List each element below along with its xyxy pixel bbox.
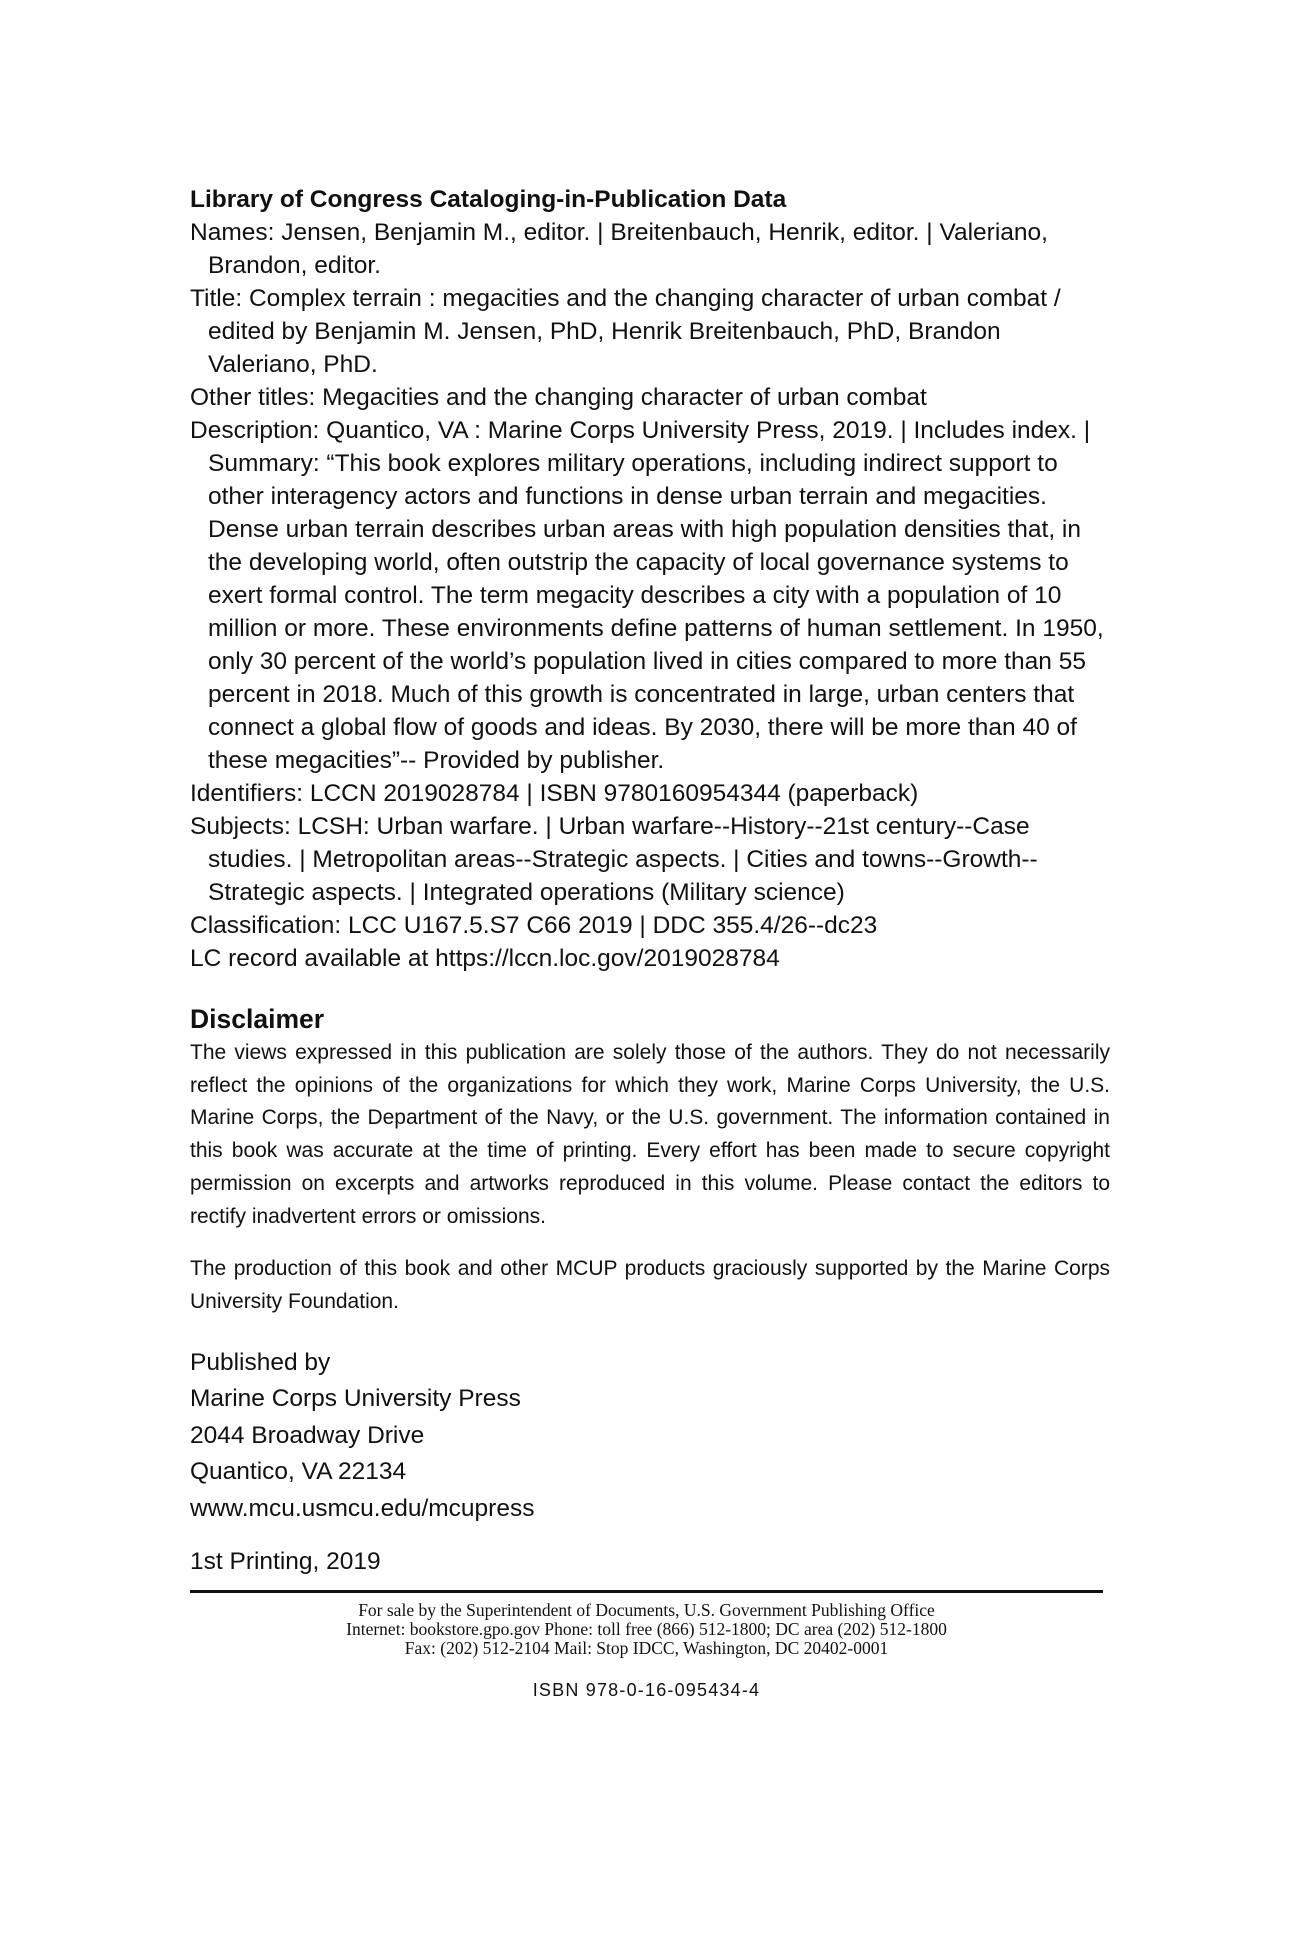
publisher-label: Published by bbox=[190, 1348, 331, 1376]
publisher-street: 2044 Broadway Drive bbox=[190, 1421, 425, 1449]
publisher-block bbox=[190, 1345, 1110, 1528]
isbn: ISBN 978-0-16-095434-4 bbox=[532, 1680, 761, 1701]
gpo-line: Fax: (202) 512-2104 Mail: Stop IDCC, Washington, DC 20402-0001 bbox=[404, 1638, 889, 1659]
cip-lc-record: LC record available at https://lccn.loc.gov/2019028784 bbox=[190, 945, 780, 972]
gpo-line: Internet: bookstore.gpo.gov Phone: toll free (866) 512-1800; DC area (202) 512-1800 bbox=[346, 1619, 947, 1640]
copyright-page bbox=[190, 183, 1110, 1701]
disclaimer-heading: Disclaimer bbox=[190, 1004, 325, 1034]
publisher-name: Marine Corps University Press bbox=[190, 1385, 521, 1413]
cip-title: Title: Complex terrain : megacities and the changing character of urban combat / edited by Benjamin M. Jensen, PhD, Henrik Breitenbauch, PhD, Brandon Valeriano, PhD. bbox=[190, 285, 1061, 378]
cip-subjects: Subjects: LCSH: Urban warfare. | Urban warfare--History--21st century--Case studies. | Metropolitan areas--Strategic aspects. | Cities and towns--Growth--Strategic aspects. | Integrated operations (Military science) bbox=[190, 813, 1038, 906]
printing-info: 1st Printing, 2019 bbox=[190, 1548, 381, 1576]
divider bbox=[190, 1590, 1103, 1593]
disclaimer-text: The views expressed in this publication are solely those of the authors. They do not necessarily reflect the opinions of the organizations for which they work, Marine Corps University, the U.S. Marine Corps, the Department of the Navy, or the U.S. government. The information contained in this book was accurate at the time of printing. Every effort has been made to secure copyright permission on excerpts and artworks reproduced in this volume. Please contact the editors to rectify inadvertent errors or omissions. bbox=[190, 1041, 1110, 1228]
publisher-city: Quantico, VA 22134 bbox=[190, 1458, 407, 1486]
cip-description: Description: Quantico, VA : Marine Corps University Press, 2019. | Includes index. | Summary: “This book explores military operations, including indirect support to other interagency actors and functions in dense urban terrain and megacities. Dense urban terrain describes urban areas with high population densities that, in the developing world, often outstrip the capacity of local governance systems to exert formal control. The term megacity describes a city with a population of 10 million or more. These environments define patterns of human settlement. In 1950, only 30 percent of the world’s population lived in cities compared to more than 55 percent in 2018. Much of this growth is concentrated in large, urban centers that connect a global flow of goods and ideas. By 2030, there will be more than 40 of these megacities”-- Provided by publisher. bbox=[190, 417, 1104, 774]
publisher-website: www.mcu.usmcu.edu/mcupress bbox=[190, 1494, 535, 1522]
cip-block bbox=[190, 183, 1110, 975]
disclaimer-block bbox=[190, 1001, 1110, 1319]
cip-classification: Classification: LCC U167.5.S7 C66 2019 | DDC 355.4/26--dc23 bbox=[190, 912, 878, 939]
cip-other-titles: Other titles: Megacities and the changing character of urban combat bbox=[190, 384, 927, 411]
cip-identifiers: Identifiers: LCCN 2019028784 | ISBN 9780160954344 (paperback) bbox=[190, 780, 919, 807]
cip-heading: Library of Congress Cataloging-in-Publication Data bbox=[190, 186, 787, 213]
gpo-sale-info bbox=[190, 1601, 1103, 1658]
support-text: The production of this book and other MCUP products graciously supported by the Marine Corps University Foundation. bbox=[190, 1257, 1110, 1313]
cip-names: Names: Jensen, Benjamin M., editor. | Breitenbauch, Henrik, editor. | Valeriano, Brandon, editor. bbox=[190, 219, 1048, 279]
gpo-line: For sale by the Superintendent of Documents, U.S. Government Publishing Office bbox=[358, 1600, 935, 1621]
